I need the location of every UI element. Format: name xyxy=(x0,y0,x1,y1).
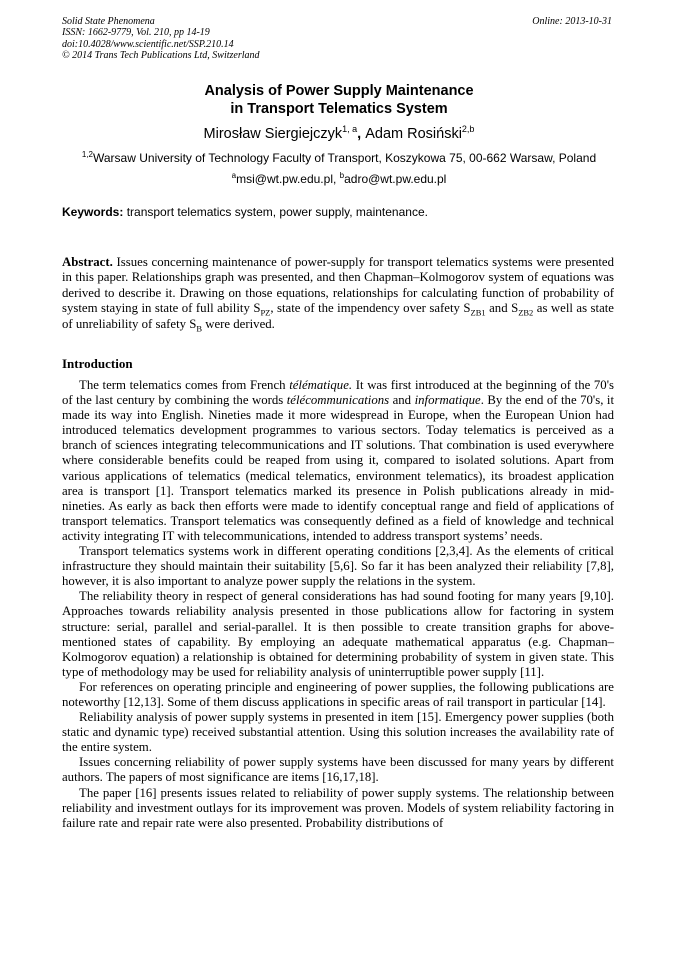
section-heading-introduction: Introduction xyxy=(62,356,133,371)
author-emails xyxy=(0,171,678,186)
paragraph-1-italic-telematique: télématique. xyxy=(289,378,353,392)
abstract-sub-b: B xyxy=(196,323,203,334)
abstract-sub-zb2: ZB2 xyxy=(518,307,534,318)
paragraph-2: Transport telematics systems work in different operating conditions [2,3,4]. As the elements of critical infrastructure they should maintain their suitability [5,6]. So far it has been analyzed their reliability [7,8], however, it is also important to analyze power supply the relations in the system. xyxy=(62,544,614,589)
abstract-sub-zb1: ZB1 xyxy=(470,307,486,318)
affiliation-mark: 1,2 xyxy=(81,150,93,159)
author-separator: , xyxy=(357,125,366,142)
keywords xyxy=(62,205,618,219)
paragraph-5: Reliability analysis of power supply systems in presented in item [15]. Emergency power supplies (both static and dynamic type) received substantial attention. Using this solution increases the availability rate of the entire system. xyxy=(62,710,614,755)
journal-name: Solid State Phenomena xyxy=(62,16,155,27)
abstract-text-5: were derived. xyxy=(202,316,275,331)
author-1-affiliation-mark: 1, a xyxy=(342,124,358,134)
journal-issn: ISSN: 1662-9779, Vol. 210, pp 14-19 xyxy=(62,27,210,39)
online-date: Online: 2013-10-31 xyxy=(532,16,612,27)
abstract xyxy=(62,255,614,332)
abstract-text-1: Issues concerning maintenance of power-supply for transport telematics systems were presented in this paper. Relationships graph was presented, and then Chapman–Kolmogorov system of equations was derived to describe it. Drawing on those equations, relationships for calculating function of probability of system staying in state of full ability S xyxy=(62,255,614,316)
affiliation-text: Warsaw University of Technology Faculty of Transport, Koszykowa 75, 00-662 Warsaw, Poland xyxy=(93,151,597,165)
paragraph-1 xyxy=(62,378,614,544)
paragraph-1-part-c: and xyxy=(389,393,415,408)
paragraph-6: Issues concerning reliability of power supply systems have been discussed for many years by different authors. The papers of most significance are items [16,17,18]. xyxy=(62,755,614,785)
email-separator: , xyxy=(332,172,340,186)
email-2: adro@wt.pw.edu.pl xyxy=(344,172,447,186)
author-name-1: Mirosław Siergiejczyk xyxy=(203,125,343,142)
journal-header xyxy=(62,16,260,62)
abstract-text-2: , state of the impendency over safety S xyxy=(270,301,471,316)
author-name-2: Adam Rosiński xyxy=(365,125,462,142)
email-mark-a: a xyxy=(231,171,237,180)
keywords-label: Keywords: xyxy=(62,205,124,219)
introduction-body xyxy=(62,378,614,831)
author-2-affiliation-mark: 2,b xyxy=(461,124,475,134)
title-line-2: in Transport Telematics System xyxy=(230,101,448,117)
journal-doi: doi:10.4028/www.scientific.net/SSP.210.14 xyxy=(62,38,234,50)
author-list xyxy=(0,124,678,142)
paragraph-1-part-b: It was first introduced at the beginning of the 70's of the last century by combining the words xyxy=(62,378,614,408)
paragraph-4: For references on operating principle and engineering of power supplies, the following publications are noteworthy [12,13]. Some of them discuss applications in specific areas of rail transport in particular [14]. xyxy=(62,679,614,709)
paragraph-7: The paper [16] presents issues related to reliability of power supply systems. The relationship between reliability and investment outlays for its improvement was proven. Models of system reliability factoring in failure rate and repair rate were also presented. Probability distributions of xyxy=(62,785,614,830)
title-line-1: Analysis of Power Supply Maintenance xyxy=(204,83,474,99)
paper-title xyxy=(0,82,678,118)
email-mark-b: b xyxy=(339,171,345,180)
paragraph-1-italic-informatique: informatique xyxy=(414,393,481,408)
abstract-text-3: and S xyxy=(485,301,519,316)
journal-copyright: © 2014 Trans Tech Publications Ltd, Switzerland xyxy=(62,50,260,62)
paragraph-1-italic-telecommunications: télécommunications xyxy=(286,393,390,408)
keywords-text: transport telematics system, power supply, maintenance. xyxy=(126,205,428,219)
abstract-sub-pz: PZ xyxy=(260,307,271,318)
abstract-label: Abstract. xyxy=(62,255,113,269)
abstract-text-4: as well as state of unreliability of safety S xyxy=(62,301,614,331)
paragraph-1-part-a: The term telematics comes from French xyxy=(79,378,290,392)
email-1: msi@wt.pw.edu.pl xyxy=(236,172,333,186)
paragraph-1-part-d: . By the end of the 70's, it made its way into English. Nineties made it more widespread in Europe, when the European Union had introduced telematics development programmes to various sectors. Today telematics is perceived as a branch of sciences integrating telecommunications and IT solutions. That combination is used everywhere where considerable benefits could be reaped from using it, compared to isolated solutions. Apart from various applications of telematics (medical telematics, environment telematics), its broadest application area is transport [1]. Transport telematics marked its presence in Polish publications already in mid-nineties. As early as back then efforts were made to identify conceptual range and field of applications of transport telematics. Transport telematics was consequently defined as a field of knowledge and technical activity integrating IT with telecommunications, intended to address transport systems’ needs. xyxy=(62,393,614,543)
affiliation xyxy=(0,150,678,165)
paragraph-3: The reliability theory in respect of general considerations has had sound footing for many years [9,10]. Approaches towards reliability analysis presented in those publications allow for factoring in system structure: serial, parallel and serial-parallel. It is then possible to create transition graphs for above-mentioned states of capability. By employing an adequate mathematical apparatus (e.g. Chapman–Kolmogorov equation) a relationship is obtained for determining probability of system in given state. This type of methodology may be used for reliability analysis of uninterruptible power supply [11]. xyxy=(62,589,614,679)
